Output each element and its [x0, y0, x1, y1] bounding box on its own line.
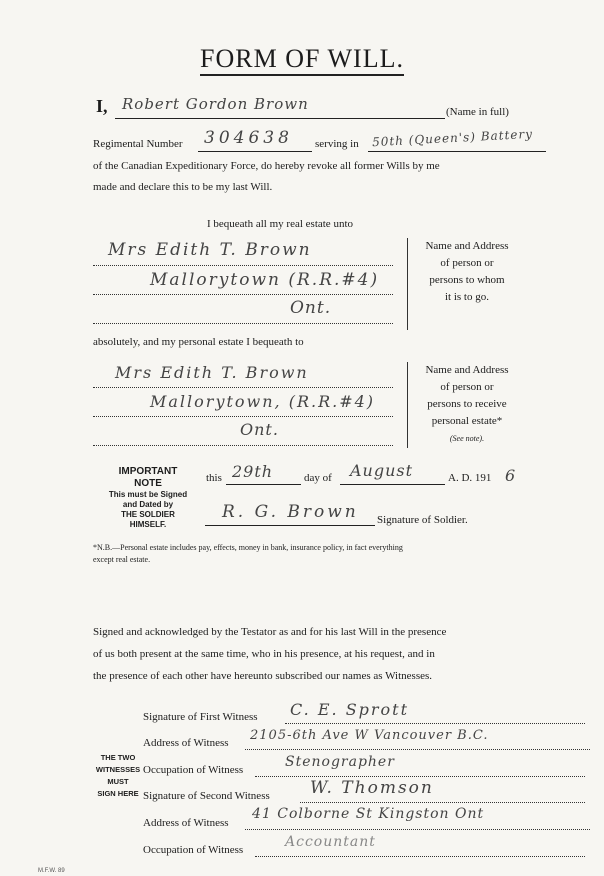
personal-estate-side-note: Name and Address of person or persons to receive personal estate* (See note). — [425, 364, 509, 443]
date-month: August — [350, 461, 414, 480]
first-witness-address-label: Address of Witness — [143, 737, 229, 749]
date-day: 29th — [232, 462, 274, 481]
testator-name-line — [115, 118, 445, 119]
second-witness-signature: W. Thomson — [310, 778, 434, 798]
regimental-number: 304638 — [204, 128, 293, 148]
form-title: FORM OF WILL. — [0, 44, 604, 74]
first-witness-occupation: Stenographer — [285, 754, 395, 770]
attestation-text: Signed and acknowledged by the Testator as and for his last Will in the presence of us both present at the same time, who in his presence, at his request, and in the presence of each other have hereunto subscribed our names as Witnesses. — [93, 626, 447, 682]
personal-estate-intro: absolutely, and my personal estate I bequeath to — [93, 336, 304, 348]
real-estate-province: Ont. — [290, 298, 332, 318]
first-witness-address-line — [245, 749, 590, 750]
date-day-label: day of — [304, 472, 332, 484]
real-estate-line-3 — [93, 323, 393, 324]
date-year-label: A. D. 191 — [448, 472, 492, 484]
name-in-full-note: (Name in full) — [446, 106, 509, 118]
first-witness-signature-line — [285, 723, 585, 724]
form-code: M.F.W. 89 — [38, 868, 65, 874]
second-witness-occupation-label: Occupation of Witness — [143, 844, 244, 856]
real-estate-line-2 — [93, 294, 393, 295]
personal-estate-line-2 — [93, 416, 393, 417]
real-estate-line-1 — [93, 265, 393, 266]
reg-number-line — [198, 151, 312, 152]
real-estate-side-note: Name and Address of person or persons to whom it is to go. — [425, 240, 509, 303]
date-day-line — [226, 484, 301, 485]
real-estate-intro: I bequeath all my real estate unto — [207, 218, 353, 230]
testator-prefix: I, — [96, 96, 108, 116]
real-estate-beneficiary: Mrs Edith T. Brown — [108, 240, 312, 260]
regimental-number-label: Regimental Number — [93, 138, 183, 150]
unit: 50th (Queen's) Battery — [371, 126, 534, 150]
footnote: *N.B.—Personal estate includes pay, effects, money in bank, insurance policy, in fact everything except real estate. — [93, 543, 403, 564]
unit-line — [368, 151, 546, 152]
second-witness-address-line — [245, 829, 590, 830]
date-this-label: this — [206, 472, 222, 484]
date-year-digit: 6 — [505, 466, 517, 485]
witness-note: THE TWO WITNESSES MUST SIGN HERE — [95, 753, 141, 798]
second-witness-occupation: Accountant — [285, 834, 376, 850]
first-witness-address: 2105-6th Ave W Vancouver B.C. — [250, 728, 489, 743]
real-estate-bracket — [407, 238, 408, 330]
important-note: IMPORTANT NOTE This must be Signed and Dated by THE SOLDIER HIMSELF. — [108, 466, 188, 529]
soldier-signature-line — [205, 525, 375, 526]
real-estate-address: Mallorytown (R.R.#4) — [150, 270, 380, 290]
soldier-signature: R. G. Brown — [222, 502, 359, 522]
revoke-sentence: of the Canadian Expeditionary Force, do hereby revoke all former Wills by me — [93, 160, 440, 172]
second-witness-address-label: Address of Witness — [143, 817, 229, 829]
first-witness-occupation-label: Occupation of Witness — [143, 764, 244, 776]
second-witness-occupation-line — [255, 856, 585, 857]
personal-estate-bracket — [407, 362, 408, 448]
personal-estate-beneficiary: Mrs Edith T. Brown — [115, 363, 309, 382]
personal-estate-line-3 — [93, 445, 393, 446]
soldier-signature-label: Signature of Soldier. — [377, 514, 468, 526]
second-witness-signature-line — [300, 802, 585, 803]
personal-estate-province: Ont. — [240, 420, 279, 439]
second-witness-address: 41 Colborne St Kingston Ont — [252, 806, 485, 822]
first-witness-signature: C. E. Sprott — [290, 700, 410, 719]
testator-name: Robert Gordon Brown — [122, 95, 309, 113]
personal-estate-address: Mallorytown, (R.R.#4) — [150, 392, 376, 411]
date-month-line — [340, 484, 445, 485]
first-witness-signature-label: Signature of First Witness — [143, 711, 258, 723]
declare-sentence: made and declare this to be my last Will. — [93, 181, 273, 193]
first-witness-occupation-line — [255, 776, 585, 777]
serving-label: serving in — [315, 138, 359, 150]
personal-estate-line-1 — [93, 387, 393, 388]
second-witness-signature-label: Signature of Second Witness — [143, 790, 270, 802]
